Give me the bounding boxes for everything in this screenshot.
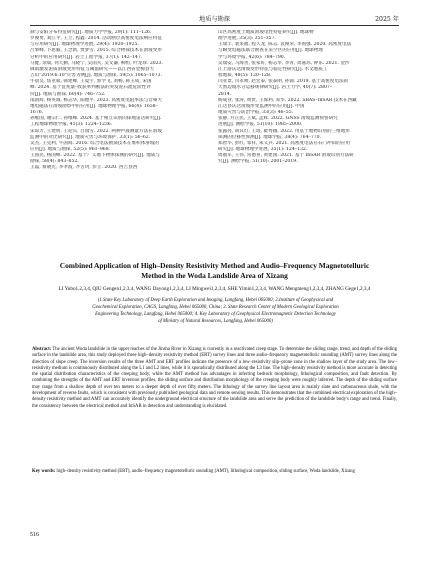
reference-line: 地电磁法在滑坡勘察中的应用[J]. 地球物理学报, 66(4): 1658–: [30, 103, 158, 109]
reference-line: 程地质, 48(5): 120–128.: [218, 73, 272, 79]
affiliations: [56, 298, 375, 326]
reference-line: 与瞬变电磁法联合勘查在采空区的应用[J]. 地球物理: [218, 48, 323, 54]
reference-line: 天然边坡水分运移规律研究[J]. 岩土力学, 40(7): 2807–: [218, 85, 333, 91]
reference-line: 理学进展, 35(3): 351–357.: [218, 36, 276, 42]
reference-line: 牛晨昊, 焦亚斌, 韩建峰, 王夏宇, 郭学飞, 刘畅, 韩玉成, 宋国: [30, 79, 152, 85]
keywords-text: high–density resistivity method (ERT), audio–frequency magnetotelluric sounding (AMT), lithological composition, sliding surface, Woda landslide, Xizang: [56, 469, 355, 474]
affiliation-line: (1.State Key Laboratory of Deep Earth Exploration and Imaging, Langfang, Hebei 065000; 2.Institute of Geophysical and: [97, 298, 334, 303]
journal-year: 2025 年: [375, 16, 399, 23]
reference-line: 分析中的应用研究[J]. 岩土工程学报, 37(1): 142–147.: [30, 54, 143, 60]
reference-line: 应用[J]. 地质与勘探, 52(5): 961–968.: [30, 146, 111, 152]
affiliation-line: Geochemical Exploration, CAGS, Langfang, Hebei 065000, China; 3. State Research Center of Modern Geological Exploration: [92, 304, 339, 310]
reference-line: 江上游沃达滑坡变形特征与稳定性研究[J]. 水文地质工: [218, 66, 328, 72]
reference-line: 邵国辉, 杨英诚, 杨志华, 阳德平. 2023. 高密度电阻率法与音频大: [30, 97, 162, 103]
reference-line: 马健, 余斌, 何天勤, 马晓宁, 吴雨夫, 吴文谦, 柳恒, 叶龙珍. 2023.: [30, 60, 163, 66]
reference-line: 王瑞丰, 裴来福, 程久龙, 陈志, 袁俊荣, 李国强. 2020. 高密度电法: [218, 42, 352, 48]
reference-line: 王国民, 杨国峰. 2022. 基于广义地下物体探测的研究[J]. 地质与: [30, 153, 160, 159]
affiliation-line: Engineering Technology, Langfang, Hebei 065000; 4. Key Laboratory of Geophysical Electromagnetic Detection Technology: [95, 311, 336, 317]
keywords-label: Key words:: [32, 469, 56, 474]
references-right-column: [218, 30, 396, 165]
running-header: [30, 12, 399, 24]
reference-line: 学与环境学报, 42(6): 784–790.: [218, 54, 286, 60]
reference-line: 郑智华, 彭红, 邹祥, 朱义兵. 2021. 高密度电法在石门冲田的应用: [218, 140, 350, 146]
reference-line: 2814.: [218, 91, 232, 97]
reference-line: 监测中的对比研究[J]. 地质灾害与环境保护, 33(1): 56–62.: [30, 134, 151, 140]
reference-line: 江达县沃达滑坡形变监测中的应用[J]. 中国: [218, 103, 305, 109]
reference-line: 张静, 方正民, 王斌, 孟辉. 2022. GNSS 滑坡监测预警研究: [218, 116, 338, 122]
reference-line: 罗俊勇, 刘江平, 王立, 程鑫. 2014. 活动断层高密度电法响应特征: [30, 36, 162, 42]
reference-line: 进展[J]. 测绘学报, 51(10): 1985–2000.: [218, 122, 303, 128]
header-rule: [30, 25, 399, 26]
reference-line: 闫亚景, 闫永帅, 赵宏泰, 张泰朗, 孙锦. 2019. 基于高密度电法的: [218, 79, 349, 85]
english-title: [40, 261, 389, 280]
affiliation-line: of Ministry of Natural Resources, Langfang, Hebei 065000): [158, 318, 273, 324]
abstract-text: The ancient Woda landslide in the upper reaches of the Jinsha River in Xizang is currently in a reactivated creep stage. To determine the sliding range, trend, and depth of the sliding surface in the landslide area, this study deployed three high–density resistivity method (ERT) survey lines and three audio–frequency magnetotelluric sounding (AMT) survey lines along the direction of slope creep. The inversion results of the three AMT and ERT profiles indicate the presence of a low–resistivity slip–prone zone in the shallow layer of the study area. The low–resistivity medium is continuously distributed along the L1 and L2 lines, while it is sporadically distributed along the L3 line. The high–density resistivity method is more accurate in detecting the spatial distribution characteristics of the creeping body, while the AMT method has advantages in inferring bedrock morphology, lithological composition, and fault detection. By combining the strengths of the AMT and ERT inversion profiles, the sliding surface and distribution morphology of the creeping body were roughly inferred. The depth of the sliding surface may range from a shallow depth of over ten meters to a deeper depth of over fifty meters. The lithology of the survey line layout area is mainly slate and carbonaceous shale, with the development of reverse faults, which is consistent with previously published geological data and remote sensing results. This demonstrates that the combined electrical exploration of the high–density resistivity method and AMT can accurately identify the underground electrical structure of the landslide area and serve the prediction of the landslide body's range and trend. Finally, the consistency between the electrical method and InSAR in detection and understanding is elucidated.: [32, 347, 397, 409]
reference-line: 孙维国, 谢宗仁, 孙维峰. 2024. 基于相互识别的探地雷达研究[J].: [30, 116, 162, 122]
reference-line: 峰. 2024. 基于征兆量–收获率判断法的突发泥石流危险性评: [30, 85, 151, 91]
keywords: [32, 469, 397, 475]
abstract: [32, 347, 397, 410]
page-number: 516: [30, 532, 39, 538]
references-left-column: [30, 30, 208, 172]
reference-line: 吴杰, 王克利, 牛国海. 2016. 综合电法勘探技术在堆积体滑坡的: [30, 140, 160, 146]
abstract-label: Abstract:: [32, 347, 52, 352]
reference-line: 山区高密度土地质滑坡电性特征研究[J]. 地球物: [218, 30, 314, 35]
reference-line: 究[J]. 测绘学报, 51(10): 2001–2019.: [218, 159, 298, 165]
reference-line: 降雨激发泥质滑坡变形特征与阈值研究——以江西省金梅县大: [30, 66, 155, 72]
reference-line: 宋琼芳, 王建明, 王迎宾, 吕瑞雪. 2022. 两种声波测量方法在滑坡: [30, 128, 162, 134]
reference-line: 杨成业, 张涛, 黄贵, 王保利, 邓华. 2022. SBAS–InSAR 技术在西藏: [218, 97, 357, 103]
reference-line: 吴瑞安, 马海善, 张家好, 杨志华, 李青, 周嘉玮, 钟乐. 2021. 金沙: [218, 60, 350, 66]
reference-line: 地质灾害与防治学报, 33(3): 46–55.: [218, 110, 294, 116]
reference-line: 吕擎峰, 卜思毅, 王念新, 贾梦雪. 2015. 综合物探技术在滑坡变形: [30, 48, 162, 54]
english-title-line: Combined Application of High–Density Resistivity Method and Audio–Frequency Magnetotelluric: [59, 261, 370, 270]
journal-name: 地质与勘探: [199, 16, 230, 23]
reference-line: 张露亮, 胡其灯, 王珉, 瞿秀娥. 2022. 用基于地物识别的三维地形: [218, 128, 350, 134]
reference-line: 吉山"2019.6.10"灾害为例[J]. 地质与勘探, 59(5): 1065–1073.: [30, 73, 162, 79]
reference-line: 1676.: [30, 110, 44, 116]
reference-line: 探测的位移性预测[J]. 地球学报, 38(4): 764–770.: [218, 134, 322, 140]
reference-line: 王磊, 蔡晓光, 李孝波, 齐古玥, 彭立. 2020. 西吉县西: [30, 165, 138, 171]
english-title-line: Method in the Woda Landslide Area of Xizang: [141, 270, 288, 280]
reference-line: 勘探, 58(4): 843–852.: [30, 159, 79, 165]
reference-line: 工程地球物理学报, 41(3): 1224–1236.: [30, 122, 113, 128]
reference-line: 价[J]. 地质与勘探, 60(4): 746–752.: [30, 91, 106, 97]
reference-line: 与应用研究[J]. 地球物理学进展, 29(4): 1920–1925.: [30, 42, 139, 48]
author-list: LI Yubo1,2,3,4, QIU Gengen1,2,3,4, WANG Dayong1,2,3,4, LI Mingwei1,2,3,4, SHE Yimin1,2,3,4, WANG Mengmeng1,2,3,4, ZHANG Gege1,2,3,4: [58, 286, 371, 292]
reference-line: 周福军, 王伟, 常德喜, 黄建国. 2021. 基于 InSAR 滑坡识别方法研: [218, 153, 354, 159]
reference-line: 研究[J]. 地球物理学进展, 35(1): 124–132.: [218, 146, 308, 152]
reference-line: 制与安阳分布特征研究[J]. 地质力学学报, 29(1): 111–126.: [30, 30, 152, 35]
